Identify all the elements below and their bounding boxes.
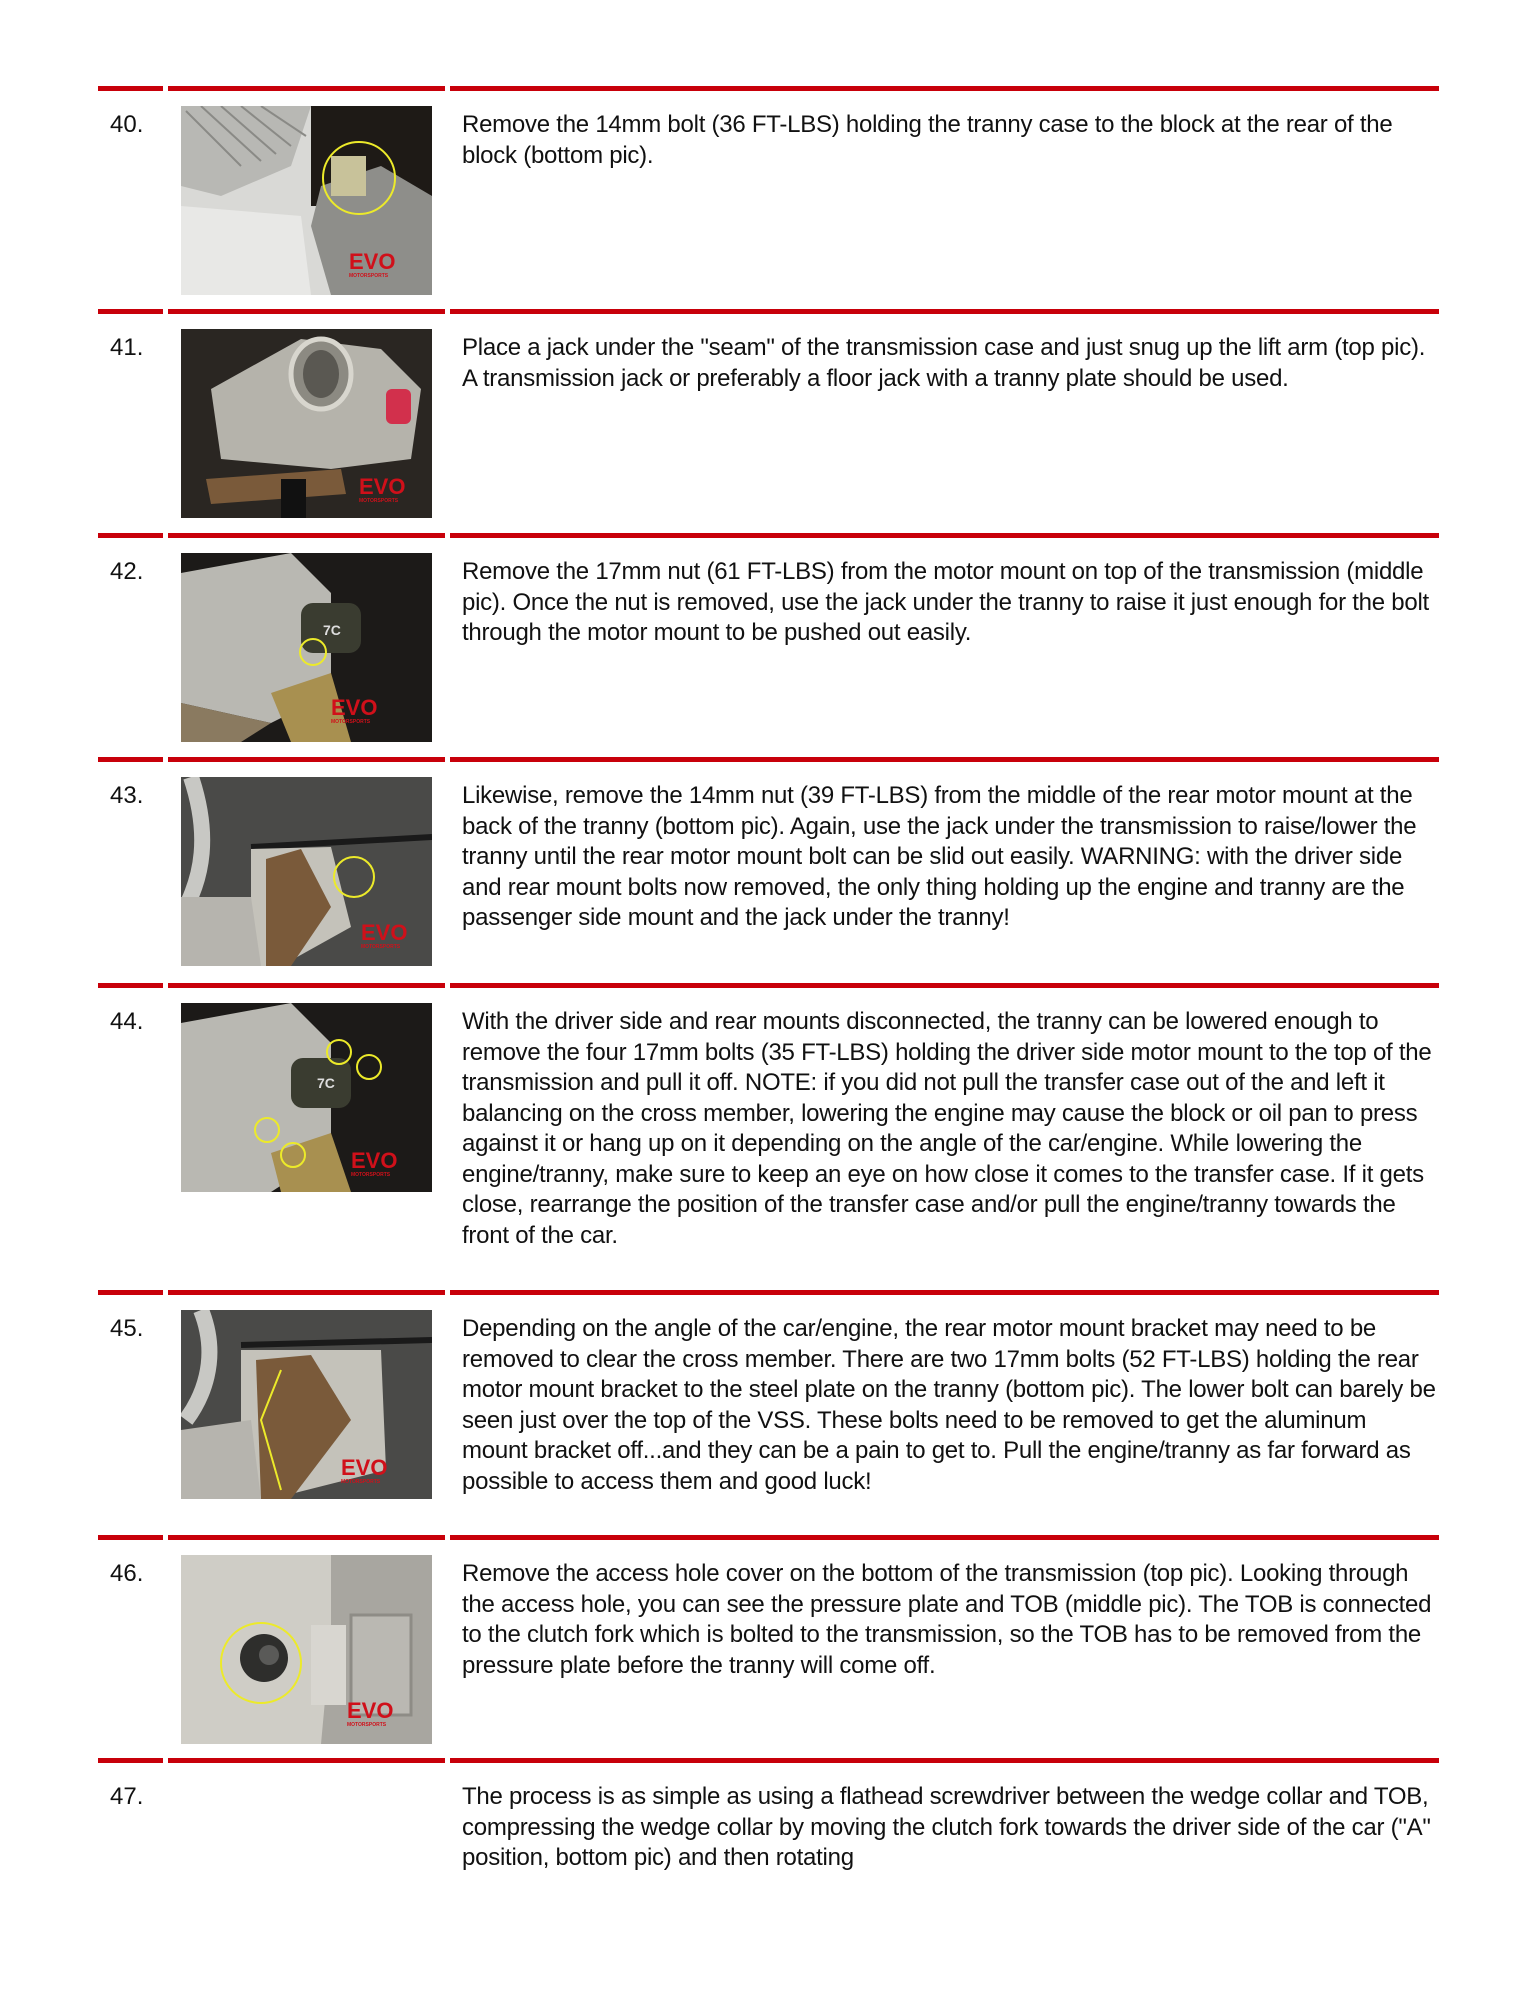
- svg-text:EVO: EVO: [331, 695, 378, 720]
- divider-rule: [98, 1290, 163, 1295]
- step-text: Remove the 14mm bolt (36 FT-LBS) holding the tranny case to the block at the rear of the block (bottom pic).: [462, 111, 1393, 169]
- divider-rule: [168, 309, 445, 314]
- evo-logo: EVO: [349, 249, 396, 274]
- divider-rule: [168, 86, 445, 91]
- step-number: 41.: [110, 334, 144, 361]
- divider-rule: [450, 309, 1439, 314]
- step-number: 42.: [110, 558, 144, 585]
- divider-rule: [168, 757, 445, 762]
- svg-text:7C: 7C: [317, 1075, 335, 1091]
- divider-rule: [168, 1290, 445, 1295]
- divider-rule: [450, 86, 1439, 91]
- step-number: 46.: [110, 1560, 144, 1587]
- step-text: Remove the 17mm nut (61 FT-LBS) from the motor mount on top of the transmission (middle pic). Once the nut is removed, use the jack under the tranny to raise it just enough for the bolt through the motor mount to be pushed out easily.: [462, 558, 1429, 646]
- step-photo: [181, 329, 432, 518]
- divider-rule: [98, 309, 163, 314]
- step-text: Remove the access hole cover on the bottom of the transmission (top pic). Looking through the access hole, you can see the pressure plate and TOB (middle pic). The TOB is connected to the clutch fork which is bolted to the transmission, so the TOB has to be removed from the pressure plate before the tranny will come off.: [462, 1560, 1432, 1679]
- svg-text:EVO: EVO: [361, 920, 408, 945]
- svg-text:MOTORSPORTS: MOTORSPORTS: [349, 273, 389, 279]
- divider-rule: [98, 86, 163, 91]
- rear-mount-bracket-photo: [181, 1310, 432, 1499]
- divider-rule: [98, 533, 163, 538]
- svg-text:MOTORSPORTS: MOTORSPORTS: [331, 719, 371, 725]
- svg-text:EVO: EVO: [351, 1148, 398, 1173]
- step-photo: [181, 1310, 432, 1499]
- step-number: 47.: [110, 1783, 144, 1810]
- svg-text:MOTORSPORTS: MOTORSPORTS: [351, 1172, 391, 1178]
- step-text: The process is as simple as using a flathead screwdriver between the wedge collar and TOB, compressing the wedge collar by moving the clutch fork towards the driver side of the car ("A" position, bottom pic) and then rotating: [462, 1783, 1431, 1871]
- rear-mount-nut-photo: [181, 777, 432, 966]
- step-number: 44.: [110, 1008, 144, 1035]
- svg-text:EVO: EVO: [341, 1455, 388, 1480]
- svg-text:MOTORSPORTS: MOTORSPORTS: [359, 498, 399, 504]
- divider-rule: [450, 1290, 1439, 1295]
- step-number: 40.: [110, 111, 144, 138]
- svg-text:MOTORSPORTS: MOTORSPORTS: [361, 944, 401, 950]
- divider-rule: [98, 1535, 163, 1540]
- step-text: Place a jack under the "seam" of the transmission case and just snug up the lift arm (top pic). A transmission jack or preferably a floor jack with a tranny plate should be used.: [462, 334, 1426, 392]
- svg-text:MOTORSPORTS: MOTORSPORTS: [347, 1722, 387, 1728]
- divider-rule: [450, 757, 1439, 762]
- svg-text:MOTORSPORTS: MOTORSPORTS: [341, 1479, 381, 1485]
- divider-rule: [98, 757, 163, 762]
- divider-rule: [98, 1758, 163, 1763]
- divider-rule: [168, 983, 445, 988]
- step-photo: [181, 106, 432, 295]
- svg-text:7C: 7C: [323, 622, 341, 638]
- divider-rule: [98, 983, 163, 988]
- divider-rule: [450, 1535, 1439, 1540]
- step-photo: [181, 1003, 432, 1192]
- access-hole-cover-photo: [181, 1555, 432, 1744]
- divider-rule: [168, 533, 445, 538]
- jack-under-transmission-photo: [181, 329, 432, 518]
- step-text: With the driver side and rear mounts disconnected, the tranny can be lowered enough to remove the four 17mm bolts (35 FT-LBS) holding the driver side motor mount to the top of the transmission and pull it off. NOTE: if you did not pull the transfer case out of the and left it balancing on the cross member, lowering the engine may cause the block or oil pan to press against it or hang up on it depending on the angle of the car/engine. While lowering the engine/tranny, make sure to keep an eye on how close it comes to the transfer case. If it gets close, rearrange the position of the transfer case and/or pull the engine/tranny towards the front of the car.: [462, 1008, 1432, 1249]
- bolt-circled-photo: [181, 106, 432, 295]
- divider-rule: [168, 1535, 445, 1540]
- step-text: Depending on the angle of the car/engine, the rear motor mount bracket may need to be removed to clear the cross member. There are two 17mm bolts (52 FT-LBS) holding the rear motor mount bracket to the steel plate on the tranny (bottom pic). The lower bolt can barely be seen just over the top of the VSS. These bolts need to be removed to get the aluminum mount bracket off...and they can be a pain to get to. Pull the engine/tranny as far forward as possible to access them and good luck!: [462, 1315, 1436, 1495]
- step-photo: [181, 777, 432, 966]
- svg-text:EVO: EVO: [359, 474, 406, 499]
- step-photo: [181, 553, 432, 742]
- divider-rule: [450, 1758, 1439, 1763]
- divider-rule: [450, 533, 1439, 538]
- step-photo: [181, 1555, 432, 1744]
- motor-mount-nut-photo: [181, 553, 432, 742]
- divider-rule: [168, 1758, 445, 1763]
- driver-side-mount-bolts-photo: [181, 1003, 432, 1192]
- step-text: Likewise, remove the 14mm nut (39 FT-LBS) from the middle of the rear motor mount at the back of the tranny (bottom pic). Again, use the jack under the transmission to raise/lower the tranny until the rear motor mount bolt can be slid out easily. WARNING: with the driver side and rear mount bolts now removed, the only thing holding up the engine and tranny are the passenger side mount and the jack under the tranny!: [462, 782, 1417, 931]
- step-number: 45.: [110, 1315, 144, 1342]
- step-number: 43.: [110, 782, 144, 809]
- divider-rule: [450, 983, 1439, 988]
- svg-text:EVO: EVO: [347, 1698, 394, 1723]
